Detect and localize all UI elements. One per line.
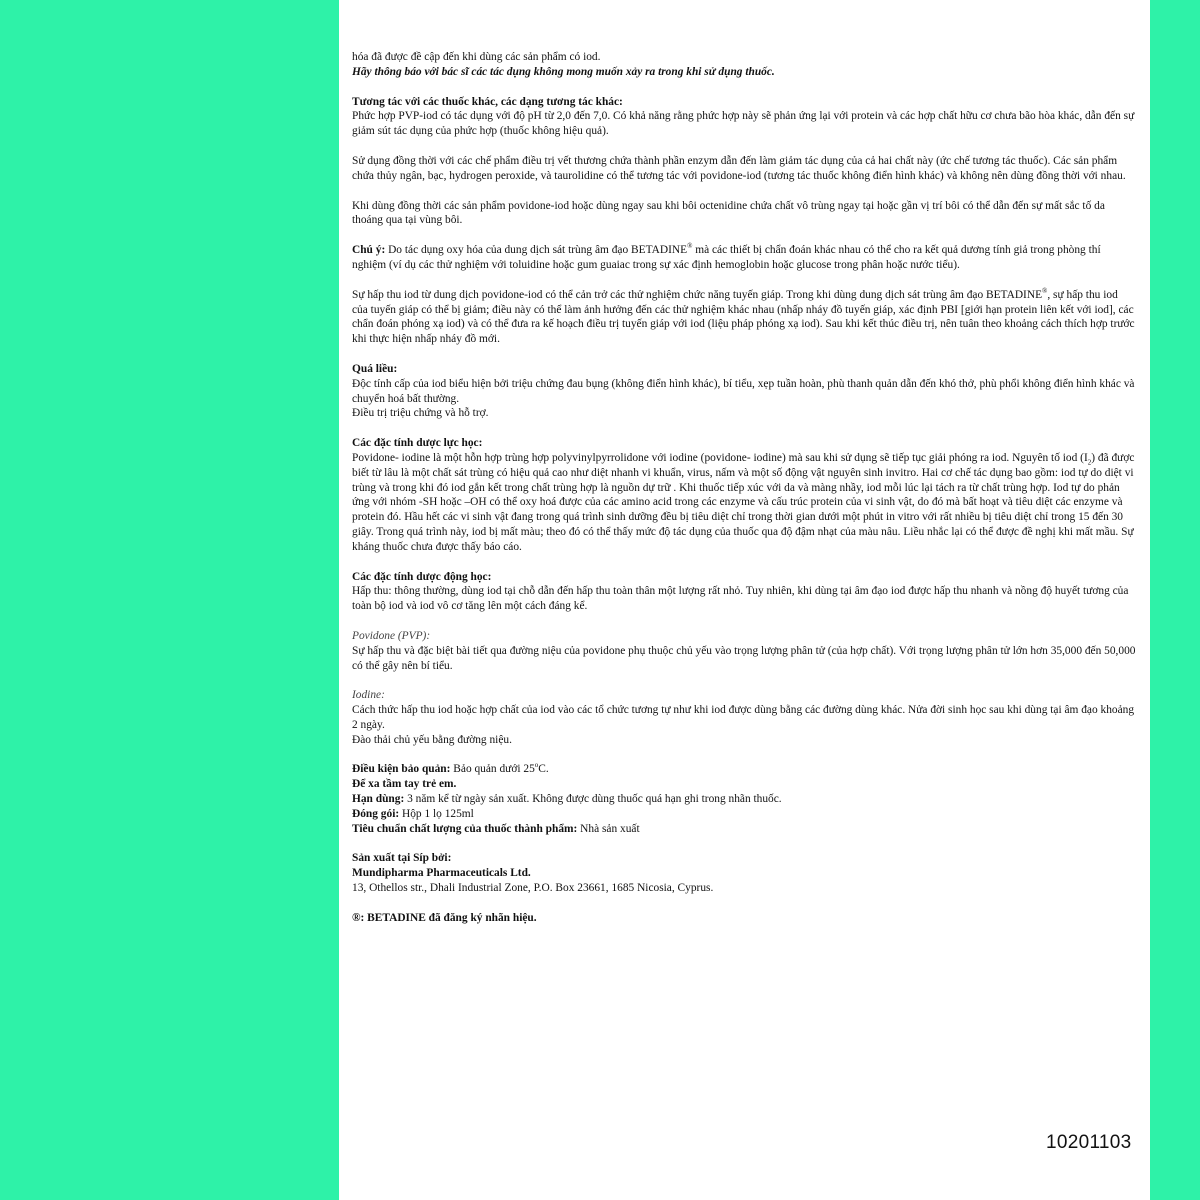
interactions-paragraph-1: Phức hợp PVP-iod có tác dụng với độ pH từ 2,0 đến 7,0. Có khả năng rằng phức hợp này sẽ phản ứng lại với protein và các hợp chất hữu cơ chưa bão hòa khác, dẫn đến sự giảm sút tác dụng của phức hợp (thuốc không hiệu quả). (352, 110, 1135, 138)
povidone-heading: Povidone (PVP): (352, 629, 431, 642)
expiry-line: Hạn dùng: 3 năm kể từ ngày sản xuất. Không được dùng thuốc quá hạn ghi trong nhãn thuốc. (352, 793, 782, 806)
pharmacokinetics-section (352, 570, 1136, 614)
pharmacodynamics-heading: Các đặc tính dược lực học: (352, 437, 483, 450)
interactions-paragraph-3: Khi dùng đồng thời các sản phẩm povidone-iod hoặc dùng ngay sau khi bôi octenidine chứa chất vô trùng ngay tại hoặc gần vị trí bôi có thể dẫn đến sự mất sắc tố da thoáng qua tại vùng bôi. (352, 199, 1105, 227)
trademark-note: ®: BETADINE đã đăng ký nhãn hiệu. (352, 911, 537, 924)
document-code: 10201103 (1046, 1132, 1132, 1153)
note-label: Chú ý: (352, 244, 386, 257)
registered-mark: ® (1042, 286, 1048, 295)
pharmacodynamics-paragraph: Povidone- iodine là một hỗn hợp trùng hợp polyvinylpyrrolidone với iodine (povidone- iodine) mà sau khi sử dụng sẽ tiếp tục giải phóng ra iod. Nguyên tố iod $(I_2)$ đã được biết từ lâu là một chất sát trùng có hiệu quả cao như diệt nhanh vi khuẩn, virus, nấm và một số động vật nguyên sinh invitro. Hai cơ chế tác dụng bao gồm: iod tự do diệt vi trùng và trong khi đó iod gắn kết trong chất trùng hợp là nguồn dự trữ . Khi thuốc tiếp xúc với da và màng nhầy, iod mỗi lúc lại tách ra từ chất trùng hợp. Iod tự do phản ứng với nhóm -SH hoặc –OH có thể oxy hoá được của các amino acid trong các enzyme và cấu trúc protein của vi sinh vật, do đó mà bất hoạt và tiêu diệt các enzyme và protein đó. Hầu hết các vi sinh vật đang trong quá trình sinh dưỡng đều bị tiêu diệt chỉ trong thời gian dưới một phút in vitro với rất nhiều bị tiêu diệt chỉ trong 15 đến 30 giây. Trong quá trình này, iod bị mất màu; theo đó có thể thấy mức độ tác dụng của thuốc qua độ đậm nhạt của màu nâu. Liều nhắc lại có thể được đề nghị khi mất mầu. Sự kháng thuốc chưa được thấy báo cáo. (352, 451, 1135, 553)
overdose-heading: Quá liều: (352, 362, 398, 375)
interactions-paragraph-2: Sử dụng đồng thời với các chế phẩm điều trị vết thương chứa thành phần enzym dẫn đến làm giảm tác dụng của cả hai chất này (ức chế tương tác thuốc). Các sản phẩm chứa thủy ngân, bạc, hydrogen peroxide, và taurolidine có thể tương tác với povidone-iod (tương tác thuốc không điển hình khác) và không nên dùng đồng thời với nhau. (352, 154, 1126, 182)
manufacturer-name: Mundipharma Pharmaceuticals Ltd. (352, 867, 531, 880)
pharmacodynamics-section (352, 436, 1136, 554)
note-section-2 (352, 288, 1136, 347)
report-side-effects-notice: Hãy thông báo với bác sĩ các tác dụng không mong muốn xảy ra trong khi sử dụng thuốc. (352, 65, 775, 78)
overdose-section (352, 362, 1136, 421)
overdose-paragraph-2: Điều trị triệu chứng và hỗ trợ. (352, 407, 489, 420)
pharmacokinetics-paragraph: Hấp thu: thông thường, dùng iod tại chỗ dẫn đến hấp thu toàn thân một lượng rất nhỏ. Tuy nhiên, khi dùng tại âm đạo iod được hấp thu nhanh và nồng độ huyết tương của toàn bộ iod và iod vô cơ tăng lên một cách đáng kể. (352, 585, 1129, 613)
intro-line: hóa đã được đề cập đến khi dùng các sản phẩm có iod. (352, 51, 601, 63)
iodine-section (352, 688, 1136, 747)
packaging-line: Đóng gói: Hộp 1 lọ 125ml (352, 807, 474, 820)
manufacturer-section (352, 851, 1136, 895)
interactions-block-2 (352, 154, 1136, 184)
note-paragraph-1: Chú ý: Do tác dụng oxy hóa của dung dịch sát trùng âm đạo BETADINE® mà các thiết bị chẩn đoán khác nhau có thể cho ra kết quả dương tính giả trong phòng thí nghiệm (ví dụ các thử nghiệm với toluidine hoặc gum guaiac trong sự xác định hemoglobin hoặc glucose trong phân hoặc nước tiểu). (352, 242, 1101, 271)
storage-conditions: Điều kiện bảo quản: Bảo quản dưới 25$^o$C. (352, 761, 549, 776)
leaflet-page (339, 0, 1150, 1200)
iodine-paragraph-2: Đào thải chủ yếu bằng đường niệu. (352, 733, 512, 746)
interactions-heading: Tương tác với các thuốc khác, các dạng tương tác khác: (352, 95, 623, 108)
registered-mark: ® (687, 242, 693, 251)
overdose-paragraph-1: Độc tính cấp của iod biểu hiện bởi triệu chứng đau bụng (không điển hình khác), bí tiểu, xẹp tuần hoàn, phù thanh quản dẫn đến khó thở, phù phổi không điển hình khác và chuyển hoá bất thường. (352, 377, 1135, 405)
iodine-heading: Iodine: (352, 689, 385, 702)
iodine-paragraph-1: Cách thức hấp thu iod hoặc hợp chất của iod vào các tổ chức tương tự như khi iod được dùng bằng các đường dùng khác. Nửa đời sinh học sau khi dùng tại âm đạo khoảng 2 ngày. (352, 704, 1135, 731)
quality-standard-line: Tiêu chuẩn chất lượng của thuốc thành phẩm: Nhà sản xuất (352, 822, 640, 835)
manufacturer-address: 13, Othellos str., Dhali Industrial Zone, P.O. Box 23661, 1685 Nicosia, Cyprus. (352, 882, 714, 895)
trademark-section (352, 911, 1136, 926)
povidone-paragraph: Sự hấp thu và đặc biệt bài tiết qua đường niệu của povidone phụ thuộc chủ yếu vào trọng lượng phân tử (của hợp chất). Với trọng lượng phân tử lớn hơn 35,000 đến 50,000 có thể gây nên bí tiểu. (352, 644, 1136, 672)
intro-section (352, 50, 1136, 80)
manufacturer-label: Sản xuất tại Síp bởi: (352, 852, 452, 865)
keep-away-from-children: Để xa tầm tay trẻ em. (352, 778, 457, 791)
storage-section (352, 762, 1136, 836)
note-section (352, 243, 1136, 273)
interactions-block-3 (352, 199, 1136, 229)
povidone-section (352, 629, 1136, 673)
note-paragraph-2: Sự hấp thu iod từ dung dịch povidone-iod có thể cản trở các thử nghiệm chức năng tuyến giáp. Trong khi dùng dung dịch sát trùng âm đạo BETADINE®, sự hấp thu iod của tuyến giáp có thể bị giảm; điều này có thể làm ảnh hưởng đến các thử nghiệm khác nhau (nhấp nháy đồ tuyến giáp, xác định PBI [giới hạn protein liên kết với iod], các chẩn đoán phóng xạ iod) và có thể đưa ra kế hoạch điều trị tuyến giáp với iod (liệu pháp phóng xạ iod). Sau khi kết thúc điều trị, nên tuân theo khoảng cách thích hợp trước khi thực hiện nhấp nháy đồ mới. (352, 286, 1135, 346)
interactions-heading-block (352, 95, 1136, 139)
pharmacokinetics-heading: Các đặc tính dược động học: (352, 570, 492, 583)
